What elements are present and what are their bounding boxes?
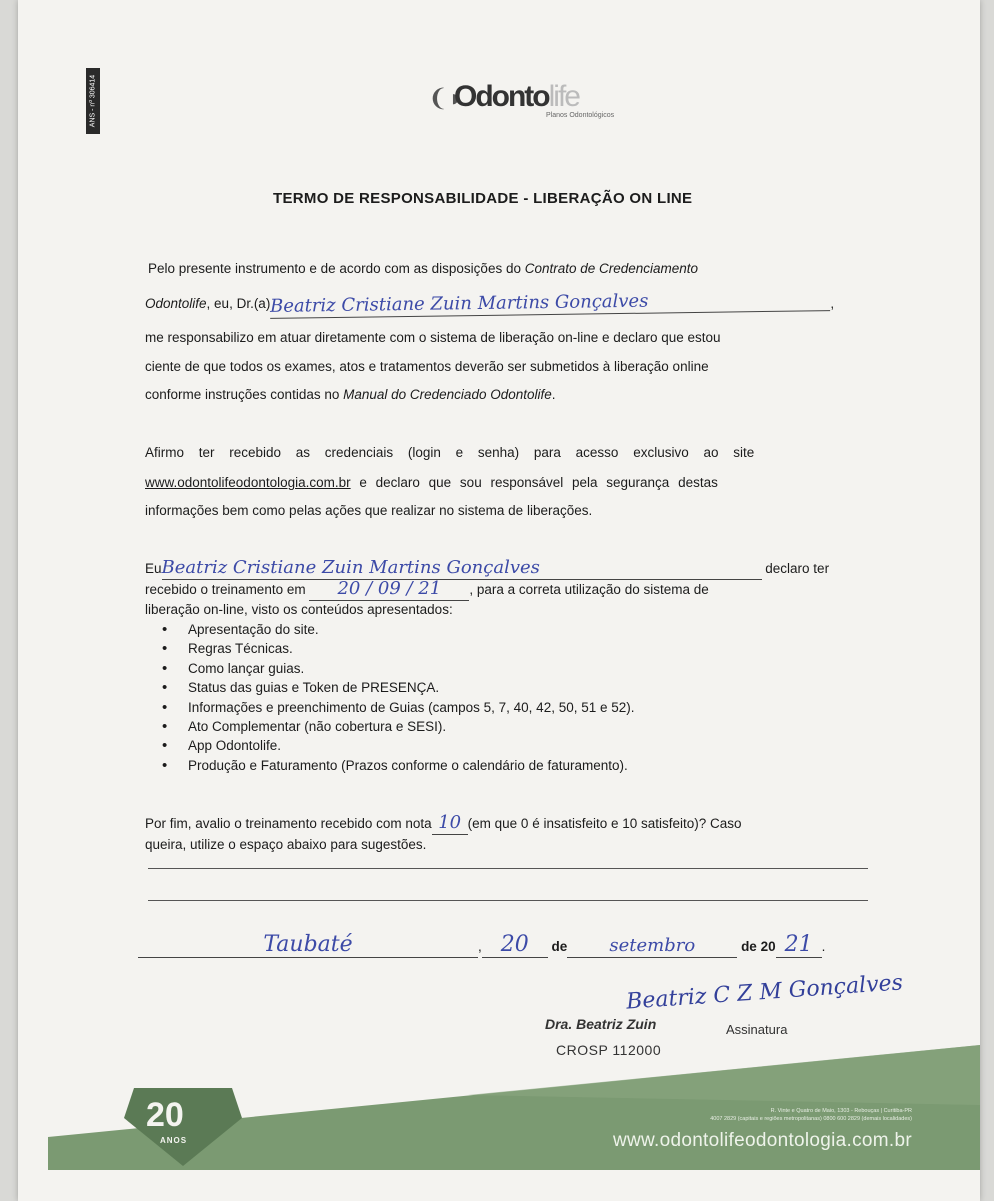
list-item: • Regras Técnicas. xyxy=(156,639,635,658)
p1-line3: me responsabilizo em atuar diretamente com o sistema de liberação on-line e declaro que estou xyxy=(145,330,721,345)
p1-line4: ciente de que todos os exames, atos e tratamentos deverão ser submetidos à liberação online xyxy=(145,359,709,374)
handwritten-name-1: Beatriz Cristiane Zuin Martins Gonçalves xyxy=(270,290,649,317)
handwritten-name-2: Beatriz Cristiane Zuin Martins Gonçalves xyxy=(161,557,540,578)
p4-line1: Por fim, avalio o treinamento recebido com nota 10 (em que 0 é insatisfeito e 10 satisfeito)? Caso xyxy=(145,812,742,833)
handwritten-signature: Beatriz C Z M Gonçalves xyxy=(625,970,904,1015)
p1-line1: Pelo presente instrumento e de acordo com as disposições do Contrato de Credenciamento xyxy=(148,261,699,276)
p4-line2: queira, utilize o espaço abaixo para sugestões. xyxy=(145,837,427,852)
list-item: • Como lançar guias. xyxy=(156,659,635,678)
document-page xyxy=(18,0,980,1201)
list-item: • Ato Complementar (não cobertura e SESI). xyxy=(156,717,635,736)
suggestion-line-1 xyxy=(148,868,868,869)
signer-crosp: CROSP 112000 xyxy=(556,1042,662,1058)
logo-subtitle: Planos Odontológicos xyxy=(546,112,615,119)
p2-line1: Afirmo ter recebido as credenciais (login e senha) para acesso exclusivo ao site xyxy=(145,445,755,460)
handwritten-year: 21 xyxy=(784,932,813,957)
list-item: • Produção e Faturamento (Prazos conforme o calendário de faturamento). xyxy=(156,756,635,775)
training-topics-list xyxy=(156,620,635,775)
handwritten-training-date: 20 / 09 / 21 xyxy=(337,578,442,599)
list-item: • App Odontolife. xyxy=(156,736,635,755)
handwritten-score: 10 xyxy=(438,812,462,833)
anniversary-badge xyxy=(124,1088,242,1166)
date-line: Taubaté , 20 de setembro de 20 21 . xyxy=(138,934,825,958)
p3-line2: recebido o treinamento em 20 / 09 / 21 , para a correta utilização do sistema de xyxy=(145,578,709,599)
suggestion-line-2 xyxy=(148,900,868,901)
p1-line5: conforme instruções contidas no Manual do Credenciado Odontolife. xyxy=(145,387,556,402)
list-item: • Status das guias e Token de PRESENÇA. xyxy=(156,678,635,697)
document-title: TERMO DE RESPONSABILIDADE - LIBERAÇÃO ON LINE xyxy=(273,190,693,207)
p1-line2: Odontolife, eu, Dr.(a)Beatriz Cristiane Zuin Martins Gonçalves , xyxy=(145,292,834,315)
footer-address: R. Vinte e Quatro de Maio, 1303 - Rebouças | Curitiba-PR 4007 2829 (capitais e regiões metropolitanas) 0800 600 2829 (demais localidades) xyxy=(710,1108,912,1122)
list-item: • Apresentação do site. xyxy=(156,620,635,639)
ans-registration-tag xyxy=(86,68,100,134)
badge-label: ANOS xyxy=(160,1136,188,1145)
ans-number: ANS - nº 306414 xyxy=(89,74,97,128)
footer-url[interactable]: www.odontolifeodontologia.com.br xyxy=(613,1130,912,1151)
site-link[interactable]: www.odontolifeodontologia.com.br xyxy=(145,475,351,490)
odontolife-logo xyxy=(428,78,628,122)
tooth-icon: ❨◗ xyxy=(428,85,463,112)
handwritten-day: 20 xyxy=(500,932,529,957)
handwritten-city: Taubaté xyxy=(263,932,353,957)
signature-label: Assinatura xyxy=(726,1022,788,1037)
signer-name: Dra. Beatriz Zuin xyxy=(545,1016,657,1032)
list-item: • Informações e preenchimento de Guias (campos 5, 7, 40, 42, 50, 51 e 52). xyxy=(156,698,635,717)
p3-line3: liberação on-line, visto os conteúdos apresentados: xyxy=(145,602,453,617)
p2-line2: www.odontolifeodontologia.com.br e declaro que sou responsável pela segurança destas xyxy=(145,475,718,490)
logo-brand: Odontolife xyxy=(454,80,579,113)
badge-number: 20 xyxy=(146,1096,184,1134)
p3-line1: EuBeatriz Cristiane Zuin Martins Gonçalves declaro ter xyxy=(145,557,830,578)
handwritten-month: setembro xyxy=(609,935,696,956)
p2-line3: informações bem como pelas ações que realizar no sistema de liberações. xyxy=(145,503,593,518)
